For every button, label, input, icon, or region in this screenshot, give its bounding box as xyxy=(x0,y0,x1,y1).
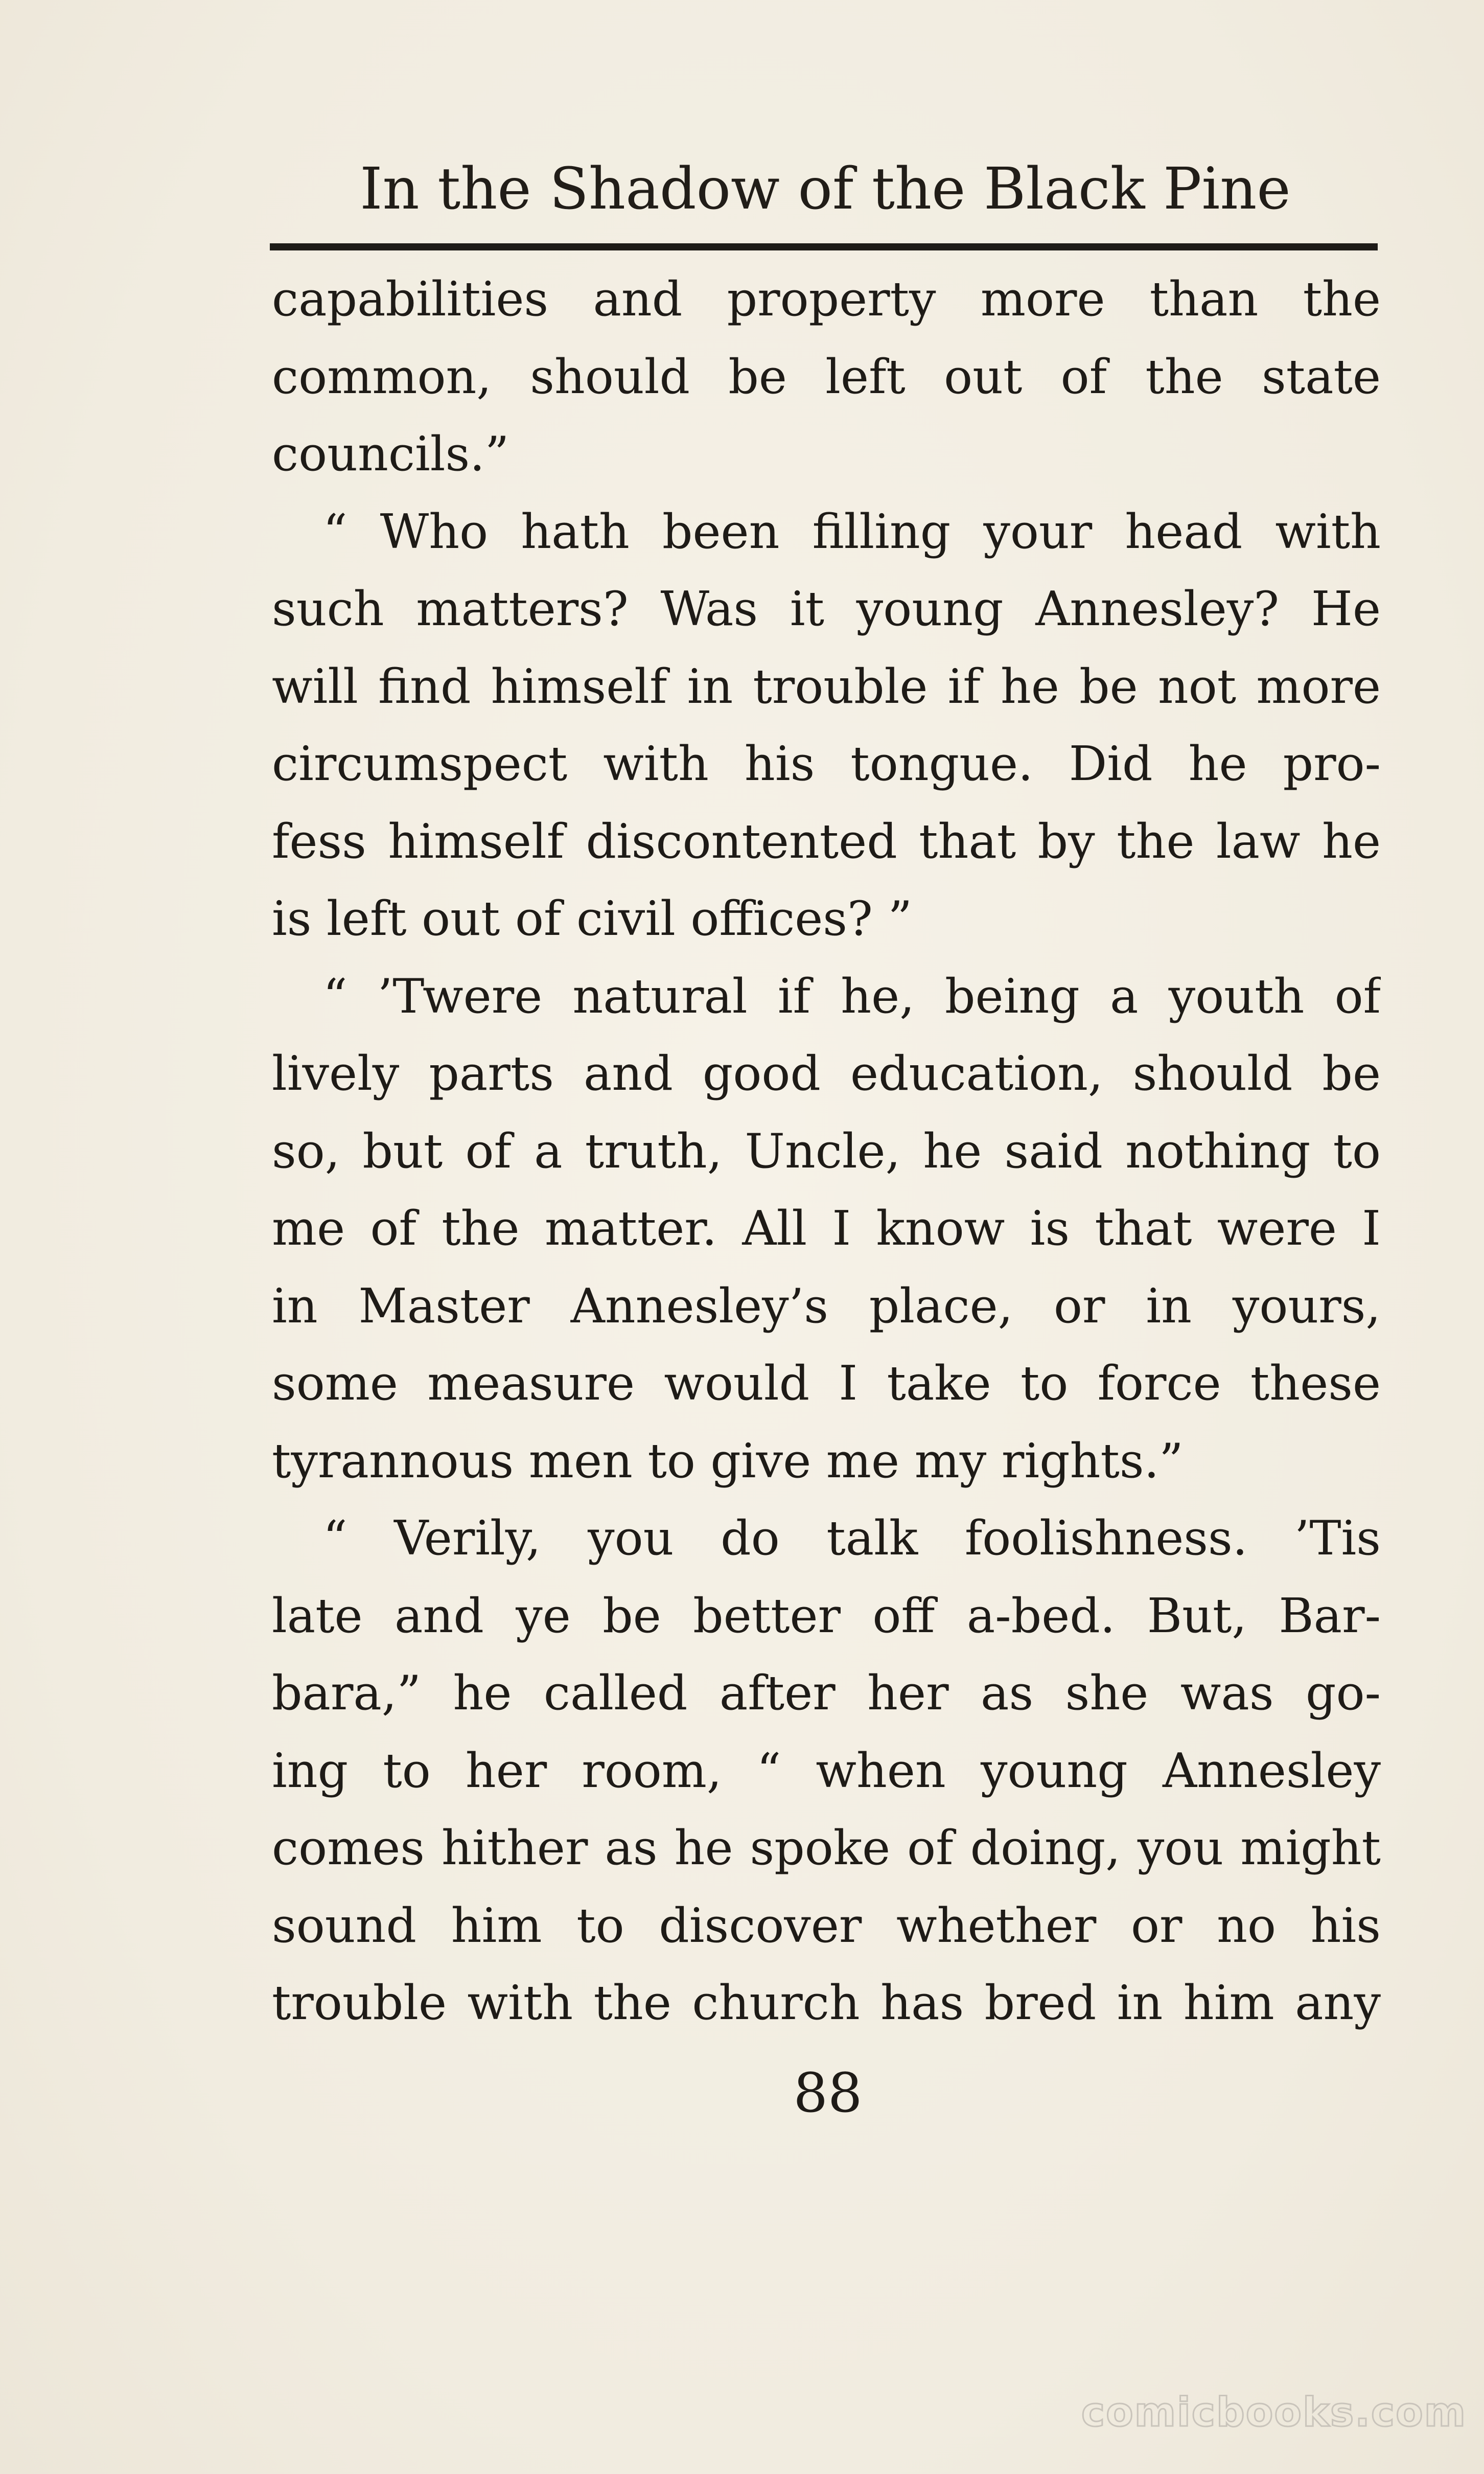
text-line: so, but of a truth, Uncle, he said nothing to xyxy=(272,1123,1381,1179)
text-line: ing to her room, “ when young Annesley xyxy=(272,1743,1381,1798)
text-line: in Master Annesley’s place, or in yours, xyxy=(272,1278,1381,1334)
text-line: lively parts and good education, should be xyxy=(272,1046,1381,1101)
text-line: councils.” xyxy=(272,426,509,482)
text-line: sound him to discover whether or no his xyxy=(272,1897,1381,1953)
text-line: common, should be left out of the state xyxy=(272,349,1381,404)
text-line: late and ye be better off a-bed. But, Bar- xyxy=(272,1588,1381,1643)
text-line: “ ’Twere natural if he, being a youth of xyxy=(323,968,1381,1024)
text-line: “ Who hath been filling your head with xyxy=(323,503,1381,559)
text-line: some measure would I take to force these xyxy=(272,1356,1381,1411)
text-line: will find himself in trouble if he be not more xyxy=(272,658,1381,714)
running-head: In the Shadow of the Black Pine xyxy=(360,156,1291,222)
text-line: “ Verily, you do talk foolishness. ’Tis xyxy=(323,1510,1381,1566)
text-line: comes hither as he spoke of doing, you might xyxy=(272,1820,1381,1875)
text-line: circumspect with his tongue. Did he pro- xyxy=(272,736,1381,791)
text-line: capabilities and property more than the xyxy=(272,271,1381,327)
text-line: such matters? Was it young Annesley? He xyxy=(272,581,1381,636)
body-text xyxy=(272,261,1381,2042)
header-rule xyxy=(270,243,1378,250)
page-number: 88 xyxy=(793,2061,863,2124)
text-line: bara,” he called after her as she was go- xyxy=(272,1665,1381,1721)
text-line: me of the matter. All I know is that were I xyxy=(272,1201,1381,1256)
text-line: trouble with the church has bred in him any xyxy=(272,1975,1381,2030)
watermark-logo: comicbooks.com xyxy=(1081,2390,1467,2436)
text-line: tyrannous men to give me my rights.” xyxy=(272,1433,1184,1488)
text-line: fess himself discontented that by the law he xyxy=(272,813,1381,869)
text-line: is left out of civil offices? ” xyxy=(272,891,913,946)
